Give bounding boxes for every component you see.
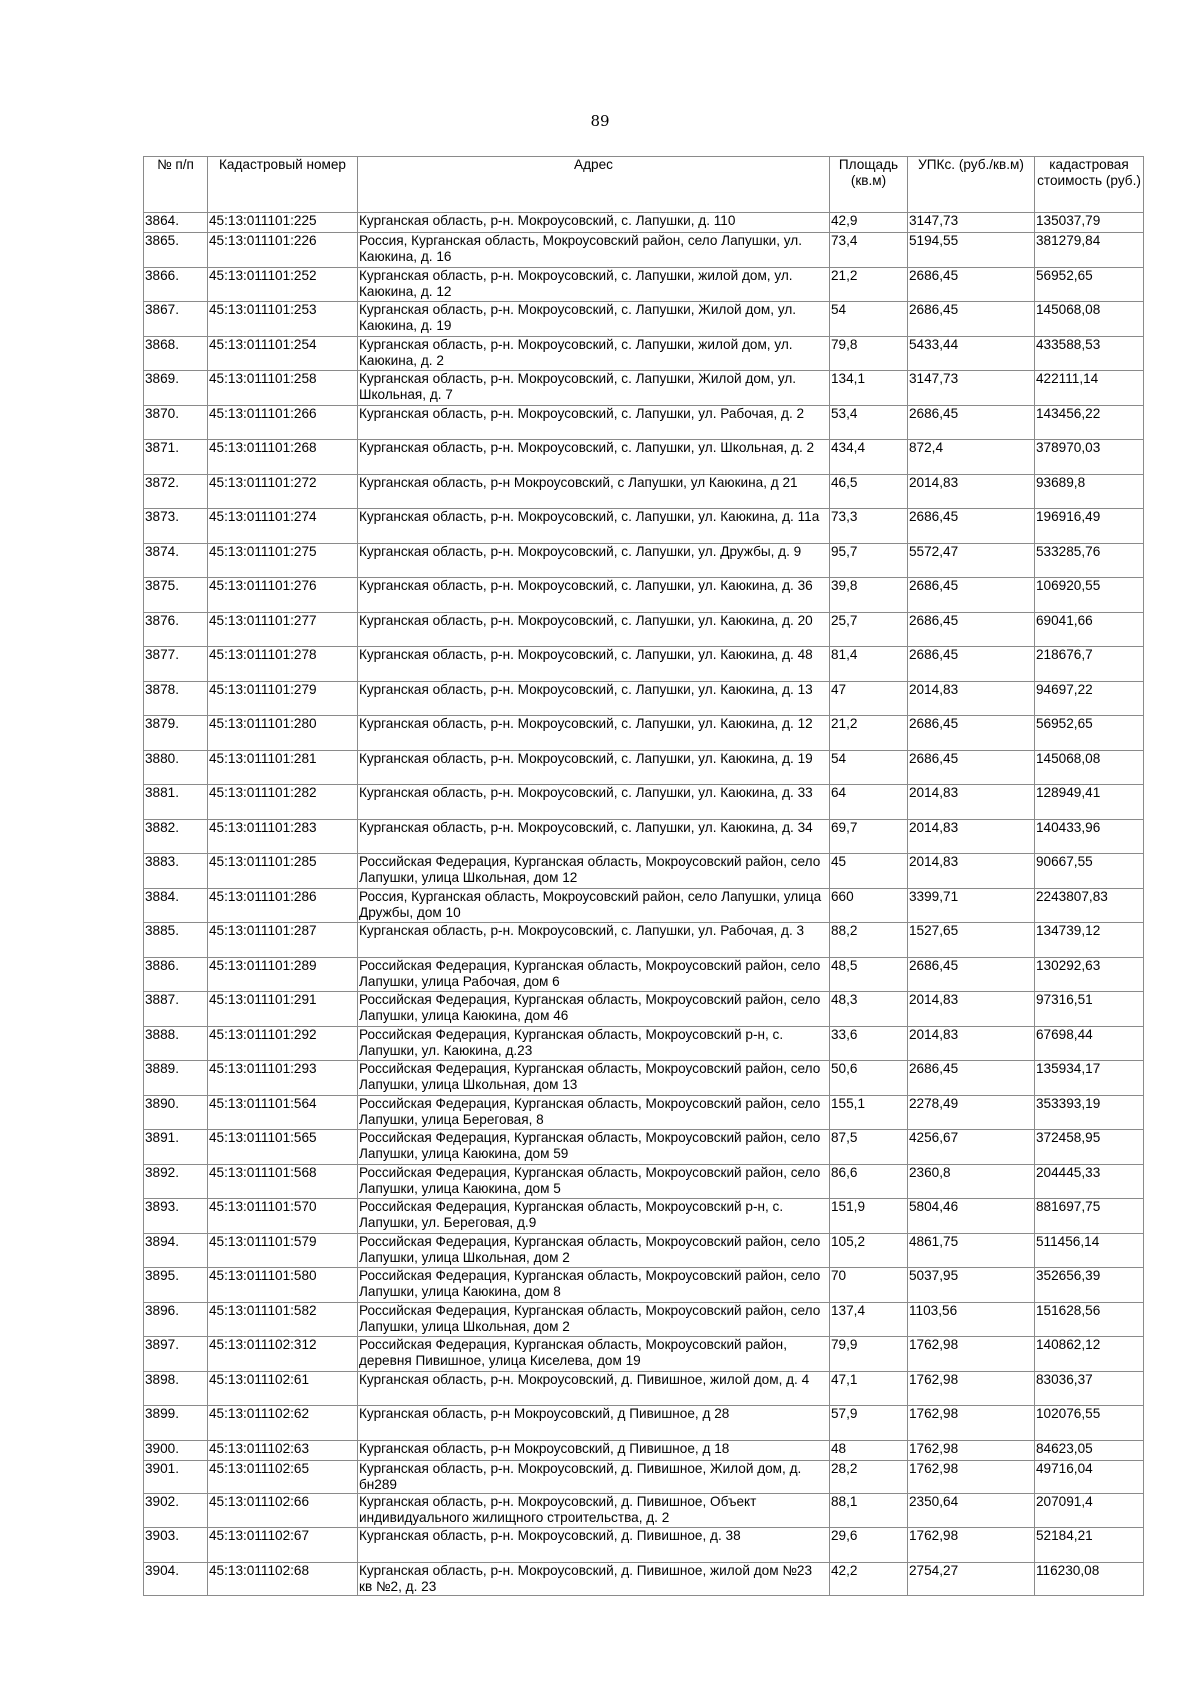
cell-area: 155,1 (830, 1095, 908, 1130)
cell-row-number: 3868. (144, 336, 208, 371)
table-row (144, 1061, 1144, 1096)
table-row (144, 1130, 1144, 1165)
table-row (144, 1406, 1144, 1441)
cell-address: Курганская область, р-н. Мокроусовский, с. Лапушки, Жилой дом, ул. Школьная, д. 7 (358, 371, 830, 406)
cell-upks-value: 5804,46 (908, 1199, 1035, 1234)
cell-row-number: 3877. (144, 647, 208, 682)
cell-address: Российская Федерация, Курганская область, Мокроусовский р-н, с. Лапушки, ул. Береговая, д.9 (358, 1199, 830, 1234)
cell-address: Курганская область, р-н. Мокроусовский, с. Лапушки, ул. Рабочая, д. 2 (358, 405, 830, 440)
cell-upks-value: 4861,75 (908, 1233, 1035, 1268)
cell-cadastral-cost: 69041,66 (1035, 612, 1144, 647)
cell-row-number: 3886. (144, 957, 208, 992)
cell-address: Российская Федерация, Курганская область, Мокроусовский район, село Лапушки, улица Каюкина, дом 59 (358, 1130, 830, 1165)
cell-row-number: 3864. (144, 213, 208, 233)
cell-cadastral-number: 45:13:011101:579 (208, 1233, 358, 1268)
cell-upks-value: 2686,45 (908, 716, 1035, 751)
cell-area: 28,2 (830, 1460, 908, 1493)
cell-cadastral-number: 45:13:011101:292 (208, 1026, 358, 1061)
cell-area: 47 (830, 681, 908, 716)
cell-area: 88,1 (830, 1493, 908, 1528)
cell-upks-value: 5433,44 (908, 336, 1035, 371)
cell-row-number: 3885. (144, 923, 208, 958)
table-row (144, 578, 1144, 613)
cell-cadastral-cost: 372458,95 (1035, 1130, 1144, 1165)
header-address: Адрес (358, 157, 830, 213)
cell-cadastral-cost: 145068,08 (1035, 750, 1144, 785)
cell-cadastral-number: 45:13:011101:285 (208, 854, 358, 889)
table-row (144, 1493, 1144, 1528)
cell-address: Курганская область, р-н. Мокроусовский, с. Лапушки, ул. Каюкина, д. 36 (358, 578, 830, 613)
cell-cadastral-cost: 102076,55 (1035, 1406, 1144, 1441)
table-row (144, 612, 1144, 647)
header-area: Площадь (кв.м) (830, 157, 908, 213)
cell-area: 95,7 (830, 543, 908, 578)
cell-cadastral-cost: 151628,56 (1035, 1302, 1144, 1337)
cell-row-number: 3900. (144, 1440, 208, 1460)
cell-address: Курганская область, р-н. Мокроусовский, с. Лапушки, Жилой дом, ул. Каюкина, д. 19 (358, 302, 830, 337)
cell-upks-value: 1762,98 (908, 1337, 1035, 1372)
cell-cadastral-number: 45:13:011101:275 (208, 543, 358, 578)
table-row (144, 681, 1144, 716)
cell-area: 48,5 (830, 957, 908, 992)
cell-cadastral-cost: 128949,41 (1035, 785, 1144, 820)
cell-address: Курганская область, р-н. Мокроусовский, д. Пивишное, Жилой дом, д. бн289 (358, 1460, 830, 1493)
cell-address: Курганская область, р-н. Мокроусовский, с. Лапушки, ул. Рабочая, д. 3 (358, 923, 830, 958)
cell-row-number: 3891. (144, 1130, 208, 1165)
cell-area: 105,2 (830, 1233, 908, 1268)
cell-cadastral-number: 45:13:011101:278 (208, 647, 358, 682)
cell-cadastral-cost: 207091,4 (1035, 1493, 1144, 1528)
table-row (144, 1528, 1144, 1563)
cell-cadastral-number: 45:13:011101:291 (208, 992, 358, 1027)
cell-address: Курганская область, р-н. Мокроусовский, д. Пивишное, жилой дом №23 кв №2, д. 23 (358, 1562, 830, 1595)
cell-address: Курганская область, р-н. Мокроусовский, с. Лапушки, ул. Каюкина, д. 34 (358, 819, 830, 854)
table-row (144, 233, 1144, 268)
table-row (144, 1440, 1144, 1460)
cell-area: 134,1 (830, 371, 908, 406)
cell-area: 39,8 (830, 578, 908, 613)
cell-row-number: 3894. (144, 1233, 208, 1268)
cell-area: 54 (830, 302, 908, 337)
cell-cadastral-cost: 94697,22 (1035, 681, 1144, 716)
table-row (144, 923, 1144, 958)
cell-row-number: 3890. (144, 1095, 208, 1130)
cell-area: 86,6 (830, 1164, 908, 1199)
cell-cadastral-number: 45:13:011101:280 (208, 716, 358, 751)
cell-cadastral-number: 45:13:011101:289 (208, 957, 358, 992)
cell-row-number: 3901. (144, 1460, 208, 1493)
cell-upks-value: 2686,45 (908, 578, 1035, 613)
cell-cadastral-cost: 140433,96 (1035, 819, 1144, 854)
cell-cadastral-number: 45:13:011102:66 (208, 1493, 358, 1528)
table-row (144, 267, 1144, 302)
table-row (144, 992, 1144, 1027)
cell-cadastral-cost: 83036,37 (1035, 1371, 1144, 1406)
cell-row-number: 3874. (144, 543, 208, 578)
cell-upks-value: 2014,83 (908, 819, 1035, 854)
table-row (144, 819, 1144, 854)
cell-area: 88,2 (830, 923, 908, 958)
table-header (144, 157, 1144, 213)
cell-row-number: 3865. (144, 233, 208, 268)
table-body (144, 213, 1144, 1596)
cell-row-number: 3898. (144, 1371, 208, 1406)
table-row (144, 750, 1144, 785)
cell-cadastral-number: 45:13:011101:283 (208, 819, 358, 854)
cell-cadastral-cost: 353393,19 (1035, 1095, 1144, 1130)
cell-row-number: 3895. (144, 1268, 208, 1303)
cell-upks-value: 2014,83 (908, 1026, 1035, 1061)
cell-area: 73,4 (830, 233, 908, 268)
cell-area: 50,6 (830, 1061, 908, 1096)
cell-upks-value: 1527,65 (908, 923, 1035, 958)
cell-address: Курганская область, р-н. Мокроусовский, д. Пивишное, Объект индивидуального жилищного строительства, д. 2 (358, 1493, 830, 1528)
cell-cadastral-cost: 422111,14 (1035, 371, 1144, 406)
cell-upks-value: 3147,73 (908, 213, 1035, 233)
cell-area: 64 (830, 785, 908, 820)
table-row (144, 1026, 1144, 1061)
cell-area: 21,2 (830, 716, 908, 751)
cell-cadastral-number: 45:13:011102:62 (208, 1406, 358, 1441)
cell-upks-value: 2686,45 (908, 1061, 1035, 1096)
cell-address: Курганская область, р-н. Мокроусовский, с. Лапушки, д. 110 (358, 213, 830, 233)
cell-cadastral-cost: 378970,03 (1035, 440, 1144, 475)
cell-cadastral-number: 45:13:011101:277 (208, 612, 358, 647)
table-row (144, 1164, 1144, 1199)
cell-row-number: 3897. (144, 1337, 208, 1372)
cell-upks-value: 2014,83 (908, 992, 1035, 1027)
cell-cadastral-number: 45:13:011101:287 (208, 923, 358, 958)
cell-area: 33,6 (830, 1026, 908, 1061)
cell-cadastral-number: 45:13:011101:293 (208, 1061, 358, 1096)
cell-row-number: 3882. (144, 819, 208, 854)
cell-upks-value: 1762,98 (908, 1528, 1035, 1563)
cell-cadastral-number: 45:13:011101:276 (208, 578, 358, 613)
cell-cadastral-cost: 56952,65 (1035, 716, 1144, 751)
cell-area: 79,9 (830, 1337, 908, 1372)
table-row (144, 213, 1144, 233)
cell-address: Российская Федерация, Курганская область, Мокроусовский район, село Лапушки, улица Школьная, дом 2 (358, 1302, 830, 1337)
cell-cadastral-cost: 218676,7 (1035, 647, 1144, 682)
cell-address: Курганская область, р-н. Мокроусовский, д. Пивишное, д. 38 (358, 1528, 830, 1563)
cell-address: Курганская область, р-н. Мокроусовский, с. Лапушки, ул. Каюкина, д. 19 (358, 750, 830, 785)
cell-cadastral-number: 45:13:011101:286 (208, 888, 358, 923)
cell-area: 46,5 (830, 474, 908, 509)
cell-address: Российская Федерация, Курганская область, Мокроусовский район, село Лапушки, улица Каюкина, дом 5 (358, 1164, 830, 1199)
cell-address: Курганская область, р-н. Мокроусовский, с. Лапушки, ул. Каюкина, д. 12 (358, 716, 830, 751)
cell-area: 81,4 (830, 647, 908, 682)
cell-upks-value: 1762,98 (908, 1371, 1035, 1406)
cell-address: Курганская область, р-н. Мокроусовский, с. Лапушки, ул. Каюкина, д. 11а (358, 509, 830, 544)
table-row (144, 1095, 1144, 1130)
cell-cadastral-cost: 97316,51 (1035, 992, 1144, 1027)
cell-address: Россия, Курганская область, Мокроусовский район, село Лапушки, ул. Каюкина, д. 16 (358, 233, 830, 268)
cell-row-number: 3880. (144, 750, 208, 785)
table-row (144, 440, 1144, 475)
cell-upks-value: 2686,45 (908, 405, 1035, 440)
cell-cadastral-number: 45:13:011101:582 (208, 1302, 358, 1337)
cell-cadastral-number: 45:13:011101:564 (208, 1095, 358, 1130)
table-row (144, 371, 1144, 406)
cell-upks-value: 2014,83 (908, 854, 1035, 889)
cell-address: Курганская область, р-н Мокроусовский, с Лапушки, ул Каюкина, д 21 (358, 474, 830, 509)
cell-row-number: 3893. (144, 1199, 208, 1234)
cell-cadastral-number: 45:13:011101:268 (208, 440, 358, 475)
table-row (144, 647, 1144, 682)
cell-address: Курганская область, р-н. Мокроусовский, с. Лапушки, жилой дом, ул. Каюкина, д. 12 (358, 267, 830, 302)
cell-cadastral-cost: 511456,14 (1035, 1233, 1144, 1268)
cell-cadastral-number: 45:13:011101:282 (208, 785, 358, 820)
cell-address: Россия, Курганская область, Мокроусовский район, село Лапушки, улица Дружбы, дом 10 (358, 888, 830, 923)
cell-row-number: 3884. (144, 888, 208, 923)
cell-cadastral-number: 45:13:011102:68 (208, 1562, 358, 1595)
table-row (144, 1199, 1144, 1234)
cell-row-number: 3888. (144, 1026, 208, 1061)
cell-upks-value: 2686,45 (908, 267, 1035, 302)
cell-cadastral-cost: 135934,17 (1035, 1061, 1144, 1096)
table-row (144, 1233, 1144, 1268)
cell-row-number: 3902. (144, 1493, 208, 1528)
cell-upks-value: 2014,83 (908, 681, 1035, 716)
cell-area: 48,3 (830, 992, 908, 1027)
cell-cadastral-cost: 93689,8 (1035, 474, 1144, 509)
cell-row-number: 3876. (144, 612, 208, 647)
cell-area: 45 (830, 854, 908, 889)
table-row (144, 543, 1144, 578)
table-row (144, 957, 1144, 992)
cell-area: 137,4 (830, 1302, 908, 1337)
cell-address: Курганская область, р-н. Мокроусовский, с. Лапушки, жилой дом, ул. Каюкина, д. 2 (358, 336, 830, 371)
cell-area: 79,8 (830, 336, 908, 371)
cell-area: 47,1 (830, 1371, 908, 1406)
cell-upks-value: 1762,98 (908, 1406, 1035, 1441)
cell-address: Российская Федерация, Курганская область, Мокроусовский район, село Лапушки, улица Береговая, 8 (358, 1095, 830, 1130)
cell-row-number: 3903. (144, 1528, 208, 1563)
cell-cadastral-number: 45:13:011101:225 (208, 213, 358, 233)
cell-cadastral-cost: 433588,53 (1035, 336, 1144, 371)
cell-cadastral-number: 45:13:011101:580 (208, 1268, 358, 1303)
cell-cadastral-number: 45:13:011101:253 (208, 302, 358, 337)
cell-row-number: 3896. (144, 1302, 208, 1337)
cell-row-number: 3879. (144, 716, 208, 751)
cell-area: 21,2 (830, 267, 908, 302)
table-row (144, 302, 1144, 337)
table-row (144, 336, 1144, 371)
cell-row-number: 3873. (144, 509, 208, 544)
cell-cadastral-number: 45:13:011102:61 (208, 1371, 358, 1406)
cell-cadastral-cost: 135037,79 (1035, 213, 1144, 233)
cell-cadastral-cost: 56952,65 (1035, 267, 1144, 302)
table-row (144, 716, 1144, 751)
cell-cadastral-number: 45:13:011101:565 (208, 1130, 358, 1165)
cell-address: Российская Федерация, Курганская область, Мокроусовский район, село Лапушки, улица Школьная, дом 12 (358, 854, 830, 889)
cell-upks-value: 5194,55 (908, 233, 1035, 268)
table-row (144, 474, 1144, 509)
cell-cadastral-cost: 67698,44 (1035, 1026, 1144, 1061)
cell-address: Российская Федерация, Курганская область, Мокроусовский р-н, с. Лапушки, ул. Каюкина, д.23 (358, 1026, 830, 1061)
cell-row-number: 3872. (144, 474, 208, 509)
cell-address: Курганская область, р-н. Мокроусовский, с. Лапушки, ул. Школьная, д. 2 (358, 440, 830, 475)
table-row (144, 1268, 1144, 1303)
cell-cadastral-number: 45:13:011101:266 (208, 405, 358, 440)
cell-upks-value: 2686,45 (908, 957, 1035, 992)
cell-address: Российская Федерация, Курганская область, Мокроусовский район, село Лапушки, улица Каюкина, дом 46 (358, 992, 830, 1027)
cell-row-number: 3875. (144, 578, 208, 613)
cell-cadastral-cost: 381279,84 (1035, 233, 1144, 268)
cell-cadastral-number: 45:13:011101:281 (208, 750, 358, 785)
cell-row-number: 3904. (144, 1562, 208, 1595)
header-num: № п/п (144, 157, 208, 213)
cell-upks-value: 5037,95 (908, 1268, 1035, 1303)
cell-area: 151,9 (830, 1199, 908, 1234)
cell-cadastral-cost: 84623,05 (1035, 1440, 1144, 1460)
cell-address: Российская Федерация, Курганская область, Мокроусовский район, село Лапушки, улица Школьная, дом 2 (358, 1233, 830, 1268)
cell-area: 660 (830, 888, 908, 923)
cell-cadastral-cost: 352656,39 (1035, 1268, 1144, 1303)
cell-area: 73,3 (830, 509, 908, 544)
cell-area: 87,5 (830, 1130, 908, 1165)
cell-row-number: 3870. (144, 405, 208, 440)
cell-cadastral-number: 45:13:011102:65 (208, 1460, 358, 1493)
cell-cadastral-cost: 130292,63 (1035, 957, 1144, 992)
cell-cadastral-number: 45:13:011102:312 (208, 1337, 358, 1372)
cell-area: 69,7 (830, 819, 908, 854)
cell-cadastral-cost: 106920,55 (1035, 578, 1144, 613)
cell-cadastral-cost: 143456,22 (1035, 405, 1144, 440)
cell-upks-value: 2360,8 (908, 1164, 1035, 1199)
cell-upks-value: 1762,98 (908, 1440, 1035, 1460)
cell-cadastral-cost: 196916,49 (1035, 509, 1144, 544)
cell-upks-value: 2350,64 (908, 1493, 1035, 1528)
cell-upks-value: 3399,71 (908, 888, 1035, 923)
cell-row-number: 3889. (144, 1061, 208, 1096)
cell-upks-value: 2014,83 (908, 474, 1035, 509)
cadastral-table (143, 156, 1144, 1596)
cell-row-number: 3899. (144, 1406, 208, 1441)
cell-row-number: 3869. (144, 371, 208, 406)
cell-upks-value: 2686,45 (908, 612, 1035, 647)
cell-cadastral-number: 45:13:011101:252 (208, 267, 358, 302)
table-row (144, 1460, 1144, 1493)
table-row (144, 1371, 1144, 1406)
cell-area: 42,9 (830, 213, 908, 233)
cell-cadastral-cost: 204445,33 (1035, 1164, 1144, 1199)
cell-address: Курганская область, р-н Мокроусовский, д Пивишное, д 28 (358, 1406, 830, 1441)
table-row (144, 1562, 1144, 1595)
header-cadastral-number: Кадастровый номер (208, 157, 358, 213)
cell-area: 54 (830, 750, 908, 785)
cell-upks-value: 872,4 (908, 440, 1035, 475)
cell-row-number: 3883. (144, 854, 208, 889)
cell-area: 434,4 (830, 440, 908, 475)
cell-upks-value: 2686,45 (908, 509, 1035, 544)
cell-cadastral-cost: 49716,04 (1035, 1460, 1144, 1493)
cell-address: Российская Федерация, Курганская область, Мокроусовский район, село Лапушки, улица Школьная, дом 13 (358, 1061, 830, 1096)
cell-area: 57,9 (830, 1406, 908, 1441)
cell-address: Курганская область, р-н. Мокроусовский, с. Лапушки, ул. Каюкина, д. 13 (358, 681, 830, 716)
cell-cadastral-number: 45:13:011101:568 (208, 1164, 358, 1199)
cell-upks-value: 2754,27 (908, 1562, 1035, 1595)
cell-cadastral-cost: 2243807,83 (1035, 888, 1144, 923)
cell-cadastral-cost: 145068,08 (1035, 302, 1144, 337)
cell-upks-value: 2686,45 (908, 302, 1035, 337)
cell-row-number: 3881. (144, 785, 208, 820)
cell-cadastral-cost: 140862,12 (1035, 1337, 1144, 1372)
cell-upks-value: 2686,45 (908, 750, 1035, 785)
cell-cadastral-cost: 134739,12 (1035, 923, 1144, 958)
table-row (144, 888, 1144, 923)
cell-upks-value: 2686,45 (908, 647, 1035, 682)
cell-upks-value: 4256,67 (908, 1130, 1035, 1165)
cell-cadastral-number: 45:13:011101:570 (208, 1199, 358, 1234)
table-row (144, 1337, 1144, 1372)
cell-cadastral-cost: 90667,55 (1035, 854, 1144, 889)
cell-area: 42,2 (830, 1562, 908, 1595)
cell-row-number: 3871. (144, 440, 208, 475)
cell-address: Российская Федерация, Курганская область, Мокроусовский район, село Лапушки, улица Каюкина, дом 8 (358, 1268, 830, 1303)
cell-address: Российская Федерация, Курганская область, Мокроусовский район, село Лапушки, улица Рабочая, дом 6 (358, 957, 830, 992)
cell-cadastral-cost: 881697,75 (1035, 1199, 1144, 1234)
cell-upks-value: 2278,49 (908, 1095, 1035, 1130)
cell-area: 29,6 (830, 1528, 908, 1563)
cell-area: 25,7 (830, 612, 908, 647)
cell-cadastral-number: 45:13:011101:274 (208, 509, 358, 544)
cell-row-number: 3866. (144, 267, 208, 302)
cell-area: 53,4 (830, 405, 908, 440)
cell-address: Курганская область, р-н. Мокроусовский, с. Лапушки, ул. Каюкина, д. 48 (358, 647, 830, 682)
cell-upks-value: 3147,73 (908, 371, 1035, 406)
cell-cadastral-number: 45:13:011101:226 (208, 233, 358, 268)
cell-area: 48 (830, 1440, 908, 1460)
cell-address: Российская Федерация, Курганская область, Мокроусовский район, деревня Пивишное, улица Киселева, дом 19 (358, 1337, 830, 1372)
page-number: 89 (590, 112, 610, 130)
cell-upks-value: 2014,83 (908, 785, 1035, 820)
table-row (144, 509, 1144, 544)
header-cadastral-cost: кадастровая стоимость (руб.) (1035, 157, 1144, 213)
cell-cadastral-cost: 533285,76 (1035, 543, 1144, 578)
header-upks: УПКс. (руб./кв.м) (908, 157, 1035, 213)
table-row (144, 785, 1144, 820)
cell-upks-value: 5572,47 (908, 543, 1035, 578)
cell-address: Курганская область, р-н. Мокроусовский, д. Пивишное, жилой дом, д. 4 (358, 1371, 830, 1406)
table-row (144, 405, 1144, 440)
cell-area: 70 (830, 1268, 908, 1303)
cell-row-number: 3892. (144, 1164, 208, 1199)
cell-row-number: 3887. (144, 992, 208, 1027)
cell-cadastral-number: 45:13:011101:272 (208, 474, 358, 509)
table-row (144, 1302, 1144, 1337)
cell-upks-value: 1103,56 (908, 1302, 1035, 1337)
cell-upks-value: 1762,98 (908, 1460, 1035, 1493)
cell-cadastral-cost: 116230,08 (1035, 1562, 1144, 1595)
cell-cadastral-cost: 52184,21 (1035, 1528, 1144, 1563)
cell-address: Курганская область, р-н. Мокроусовский, с. Лапушки, ул. Каюкина, д. 33 (358, 785, 830, 820)
cell-address: Курганская область, р-н. Мокроусовский, с. Лапушки, ул. Дружбы, д. 9 (358, 543, 830, 578)
cell-cadastral-number: 45:13:011102:63 (208, 1440, 358, 1460)
cell-row-number: 3867. (144, 302, 208, 337)
cell-cadastral-number: 45:13:011101:254 (208, 336, 358, 371)
cell-cadastral-number: 45:13:011101:258 (208, 371, 358, 406)
cell-cadastral-number: 45:13:011101:279 (208, 681, 358, 716)
cell-address: Курганская область, р-н. Мокроусовский, с. Лапушки, ул. Каюкина, д. 20 (358, 612, 830, 647)
table-row (144, 854, 1144, 889)
cell-address: Курганская область, р-н Мокроусовский, д Пивишное, д 18 (358, 1440, 830, 1460)
cell-cadastral-number: 45:13:011102:67 (208, 1528, 358, 1563)
cell-row-number: 3878. (144, 681, 208, 716)
